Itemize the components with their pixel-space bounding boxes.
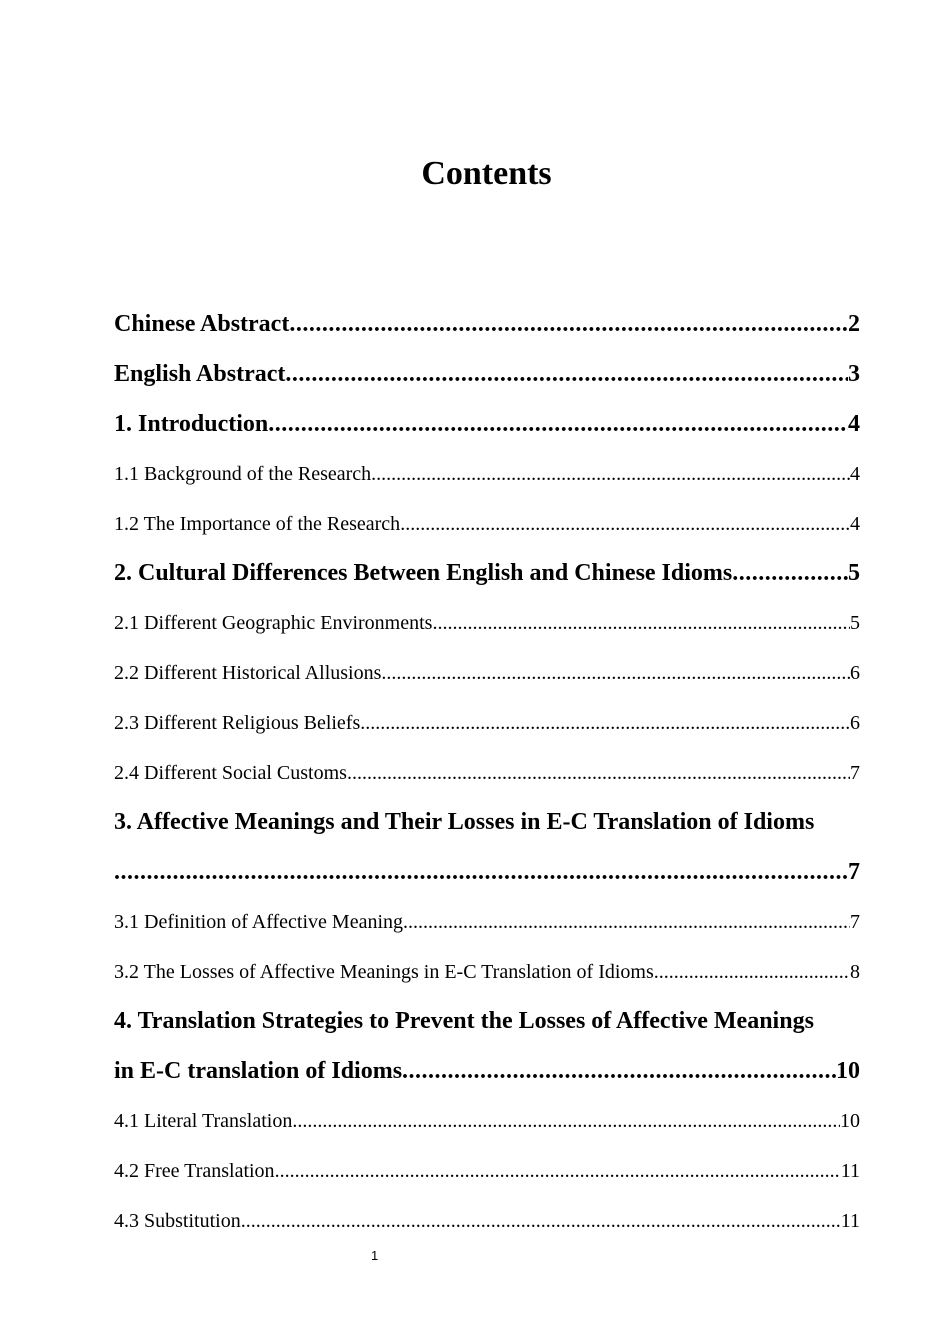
toc-entry-1-2[interactable] <box>114 510 860 538</box>
toc-entry-page: 10 <box>840 1110 860 1132</box>
toc-entry-page: 4 <box>850 513 860 535</box>
toc-entry-label: 1. Introduction <box>114 411 269 437</box>
toc-entry-page: 8 <box>850 961 860 983</box>
toc-entry-page: 7 <box>850 911 860 933</box>
toc-entry-page: 11 <box>840 1160 860 1182</box>
dot-leader <box>400 510 850 538</box>
toc-entry-page: 7 <box>850 762 860 784</box>
toc-entry-chapter-3[interactable] <box>114 856 860 888</box>
toc-entry-page: 4 <box>850 463 860 485</box>
toc-entry-introduction[interactable] <box>114 408 860 440</box>
dot-leader <box>381 659 850 687</box>
toc-entry-2-1[interactable] <box>114 609 860 637</box>
toc-entry-label: 2.2 Different Historical Allusions <box>114 662 382 684</box>
toc-entry-chapter-4-line1[interactable]: 4. Translation Strategies to Prevent the Losses of Affective Meanings <box>114 1008 814 1034</box>
toc-entry-4-1[interactable] <box>114 1107 860 1135</box>
toc-entry-label: 4.2 Free Translation <box>114 1160 275 1182</box>
toc-entry-page: 4 <box>848 411 860 437</box>
toc-entry-label: 2. Cultural Differences Between English and Chinese Idioms <box>114 560 733 586</box>
dot-leader <box>275 1157 841 1185</box>
toc-entry-2-3[interactable] <box>114 709 860 737</box>
toc-entry-english-abstract[interactable] <box>114 358 860 390</box>
toc-entry-label: 3.2 The Losses of Affective Meanings in E-C Translation of Idioms <box>114 961 654 983</box>
page-number: 1 <box>371 1248 379 1263</box>
toc-entry-page: 3 <box>848 361 860 387</box>
toc-entry-4-3[interactable] <box>114 1207 860 1235</box>
toc-entry-label: 3.1 Definition of Affective Meaning <box>114 911 404 933</box>
toc-entry-page: 11 <box>840 1210 860 1232</box>
toc-entry-page: 5 <box>850 612 860 634</box>
toc-entry-page: 2 <box>848 311 860 337</box>
dot-leader <box>371 460 850 488</box>
dot-leader <box>289 308 848 340</box>
toc-entry-label: in E-C translation of Idioms <box>114 1058 403 1084</box>
toc-entry-2-2[interactable] <box>114 659 860 687</box>
dot-leader <box>285 358 848 390</box>
dot-leader <box>114 856 848 888</box>
toc-entry-4-2[interactable] <box>114 1157 860 1185</box>
page-title: Contents <box>421 155 552 192</box>
dot-leader <box>402 1055 836 1087</box>
toc-entry-3-1[interactable] <box>114 908 860 936</box>
toc-entry-chapter-2[interactable] <box>114 557 860 589</box>
toc-entry-chinese-abstract[interactable] <box>114 308 860 340</box>
dot-leader <box>241 1207 841 1235</box>
toc-entry-label: 4.3 Substitution <box>114 1210 241 1232</box>
toc-entry-label: 4.1 Literal Translation <box>114 1110 293 1132</box>
dot-leader <box>292 1107 840 1135</box>
toc-entry-chapter-4[interactable] <box>114 1055 860 1087</box>
toc-entry-1-1[interactable] <box>114 460 860 488</box>
dot-leader <box>360 709 850 737</box>
toc-entry-3-2[interactable] <box>114 958 860 986</box>
toc-entry-page: 6 <box>850 662 860 684</box>
dot-leader <box>732 557 848 589</box>
dot-leader <box>432 609 850 637</box>
toc-entry-label: 1.1 Background of the Research <box>114 463 372 485</box>
toc-entry-label: 2.3 Different Religious Beliefs <box>114 712 361 734</box>
dot-leader <box>268 408 848 440</box>
toc-entry-page: 10 <box>836 1058 860 1084</box>
toc-entry-label: Chinese Abstract <box>114 311 290 337</box>
toc-entry-page: 7 <box>848 859 860 885</box>
toc-entry-label: 2.1 Different Geographic Environments <box>114 612 433 634</box>
toc-entry-page: 6 <box>850 712 860 734</box>
toc-entry-2-4[interactable] <box>114 759 860 787</box>
toc-entry-label: 2.4 Different Social Customs <box>114 762 347 784</box>
toc-entry-page: 5 <box>848 560 860 586</box>
dot-leader <box>403 908 850 936</box>
dot-leader <box>654 958 850 986</box>
toc-entry-label: 1.2 The Importance of the Research <box>114 513 401 535</box>
dot-leader <box>347 759 850 787</box>
toc-entry-label: English Abstract <box>114 361 286 387</box>
toc-entry-chapter-3-line1[interactable]: 3. Affective Meanings and Their Losses in E-C Translation of Idioms <box>114 809 815 835</box>
